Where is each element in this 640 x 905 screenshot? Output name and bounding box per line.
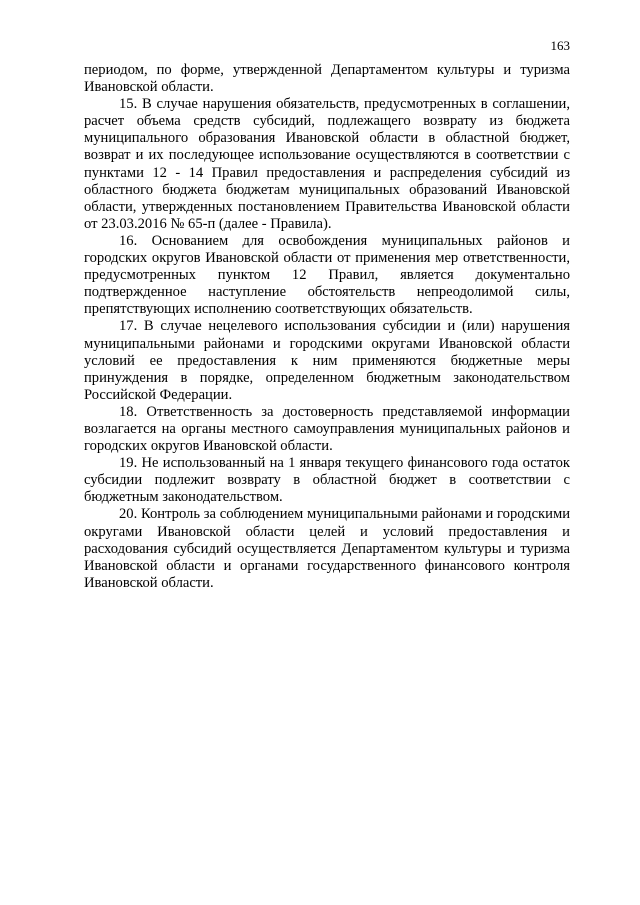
document-body xyxy=(84,62,570,592)
paragraph-19: 19. Не использованный на 1 января текущего финансового года остаток субсидии подлежит возврату в областной бюджет в соответствии с бюджетным законодательством. xyxy=(84,455,570,506)
paragraph-18: 18. Ответственность за достоверность представляемой информации возлагается на органы местного самоуправления муниципальных районов и городских округов Ивановской области. xyxy=(84,403,570,455)
paragraph-20: 20. Контроль за соблюдением муниципальными районами и городскими округами Ивановской области целей и условий предоставления и расходования субсидий осуществляется Департаментом культуры и туризма Ивановской области и органами государственного финансового контроля Ивановской области. xyxy=(84,506,570,591)
paragraph-17: 17. В случае нецелевого использования субсидии и (или) нарушения муниципальными районами и городскими округами Ивановской области условий ее предоставления к ним применяются бюджетные меры принуждения в порядке, определенном бюджетным законодательством Российской Федерации. xyxy=(84,318,570,403)
paragraph-16: 16. Основанием для освобождения муниципальных районов и городских округов Ивановской области от применения мер ответственности, предусмотренных пунктом 12 Правил, является документально подтвержденное наступление обстоятельств непреодолимой силы, препятствующих исполнению соответствующих обязательств. xyxy=(84,232,570,318)
paragraph-continuation: периодом, по форме, утвержденной Департаментом культуры и туризма Ивановской области. xyxy=(84,62,570,96)
page-number: 163 xyxy=(550,38,570,53)
paragraph-15: 15. В случае нарушения обязательств, предусмотренных в соглашении, расчет объема средств субсидий, подлежащего возврату из бюджета муниципального образования Ивановской области в областной бюджет, возврат и их последующее использование осуществляются в соответствии с пунктами 12 - 14 Правил предоставления и распределения субсидий из областного бюджета бюджетам муниципальных образований Ивановской области, утвержденных постановлением Правительства Ивановской области от 23.03.2016 № 65-п (далее - Правила). xyxy=(84,96,570,232)
